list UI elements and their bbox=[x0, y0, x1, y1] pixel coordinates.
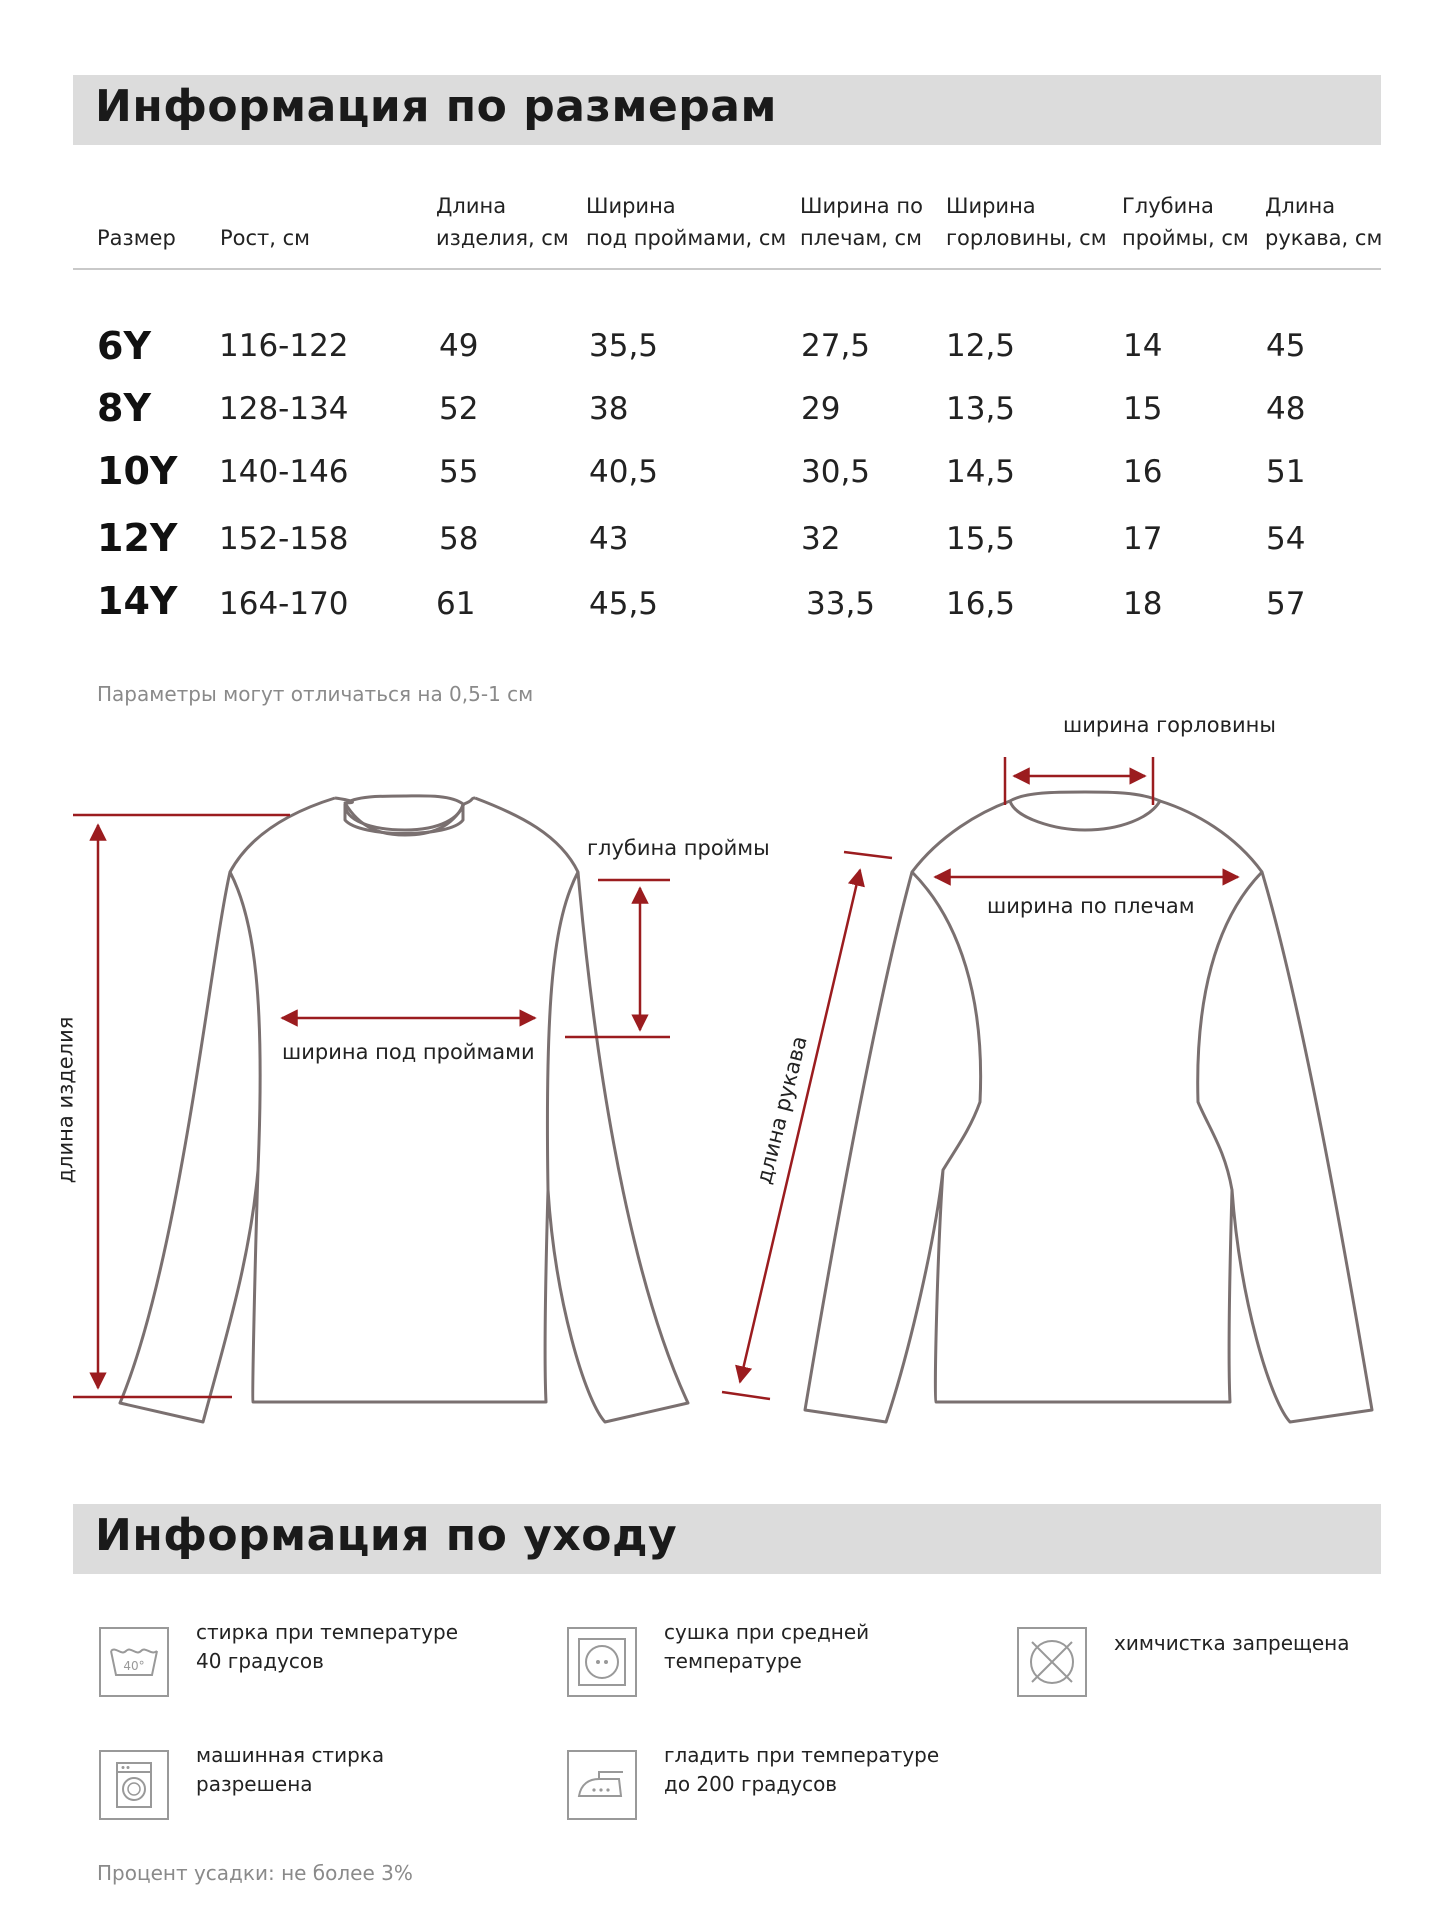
washing-machine-icon bbox=[99, 1750, 169, 1820]
chest-cell: 38 bbox=[589, 391, 629, 427]
sleeve-length-label: длина рукава bbox=[751, 1033, 812, 1187]
neck-width-label: ширина горловины bbox=[1063, 713, 1276, 737]
shoulder-width-label: ширина по плечам bbox=[987, 894, 1195, 918]
garment-diagram bbox=[0, 700, 1440, 1460]
height-cell: 128-134 bbox=[219, 391, 349, 427]
height-cell: 140-146 bbox=[219, 454, 349, 490]
wash-40-icon bbox=[99, 1627, 169, 1697]
size-cell: 10Y bbox=[97, 449, 178, 493]
header-size: Размер bbox=[97, 226, 176, 250]
sleeve-cell: 54 bbox=[1266, 521, 1306, 557]
care-text-machine: машинная стирка разрешена bbox=[196, 1743, 385, 1796]
armhole-cell: 15 bbox=[1123, 391, 1163, 427]
size-cell: 14Y bbox=[97, 579, 178, 623]
size-cell: 6Y bbox=[97, 324, 151, 368]
header-length: Длина изделия, см bbox=[436, 194, 569, 250]
shrinkage-note: Процент усадки: не более 3% bbox=[97, 1861, 413, 1885]
shoulder-cell: 30,5 bbox=[801, 454, 871, 490]
shoulder-cell: 33,5 bbox=[806, 586, 876, 622]
armhole-cell: 18 bbox=[1123, 586, 1163, 622]
armhole-depth-label: глубина проймы bbox=[587, 836, 770, 860]
chest-cell: 43 bbox=[589, 521, 629, 557]
care-info-banner bbox=[73, 1504, 1381, 1574]
length-cell: 55 bbox=[439, 454, 479, 490]
sleeve-cell: 45 bbox=[1266, 328, 1306, 364]
header-sleeve-length: Длина рукава, см bbox=[1265, 194, 1383, 250]
size-cell: 8Y bbox=[97, 386, 151, 430]
header-divider bbox=[73, 268, 1381, 270]
care-text-dry: сушка при средней температуре bbox=[664, 1620, 870, 1673]
sleeve-cell: 51 bbox=[1266, 454, 1306, 490]
care-text-dry-clean: химчистка запрещена bbox=[1114, 1631, 1350, 1655]
shoulder-cell: 29 bbox=[801, 391, 841, 427]
neck-cell: 13,5 bbox=[946, 391, 1016, 427]
wash-temp-text: 40° bbox=[123, 1659, 145, 1673]
size-cell: 12Y bbox=[97, 516, 178, 560]
care-text-wash: стирка при температуре 40 градусов bbox=[196, 1620, 459, 1673]
size-info-title: Информация по размерам bbox=[95, 81, 777, 132]
height-cell: 164-170 bbox=[219, 586, 349, 622]
header-shoulder-width: Ширина по плечам, см bbox=[800, 194, 923, 250]
height-cell: 116-122 bbox=[219, 328, 349, 364]
neck-cell: 12,5 bbox=[946, 328, 1016, 364]
sleeve-cell: 57 bbox=[1266, 586, 1306, 622]
length-cell: 49 bbox=[439, 328, 479, 364]
chest-width-label: ширина под проймами bbox=[282, 1040, 535, 1064]
sleeve-bottom-tick bbox=[722, 1392, 770, 1399]
sleeve-cell: 48 bbox=[1266, 391, 1306, 427]
neck-cell: 14,5 bbox=[946, 454, 1016, 490]
chest-cell: 45,5 bbox=[589, 586, 659, 622]
header-chest-width: Ширина под проймами, см bbox=[586, 194, 787, 250]
size-info-banner bbox=[73, 75, 1381, 145]
armhole-cell: 14 bbox=[1123, 328, 1163, 364]
back-view-outline bbox=[805, 792, 1372, 1422]
tumble-dry-medium-icon bbox=[567, 1627, 637, 1697]
length-cell: 61 bbox=[436, 586, 476, 622]
armhole-cell: 17 bbox=[1123, 521, 1163, 557]
care-text-iron: гладить при температуре до 200 градусов bbox=[664, 1743, 940, 1796]
no-dry-clean-icon bbox=[1017, 1627, 1087, 1697]
front-view-outline bbox=[120, 796, 688, 1422]
body-length-label: длина изделия bbox=[53, 1016, 78, 1184]
shoulder-cell: 32 bbox=[801, 521, 841, 557]
neck-cell: 15,5 bbox=[946, 521, 1016, 557]
header-armhole-depth: Глубина проймы, см bbox=[1122, 194, 1249, 250]
header-height: Рост, см bbox=[220, 226, 311, 250]
neck-cell: 16,5 bbox=[946, 586, 1016, 622]
iron-200-icon bbox=[567, 1750, 637, 1820]
chest-cell: 35,5 bbox=[589, 328, 659, 364]
height-cell: 152-158 bbox=[219, 521, 349, 557]
sleeve-length-arrow bbox=[740, 870, 860, 1382]
length-cell: 52 bbox=[439, 391, 479, 427]
chest-cell: 40,5 bbox=[589, 454, 659, 490]
header-neck-width: Ширина горловины, см bbox=[946, 194, 1107, 250]
sleeve-top-tick bbox=[844, 852, 892, 858]
size-note: Параметры могут отличаться на 0,5-1 см bbox=[97, 682, 534, 706]
shoulder-cell: 27,5 bbox=[801, 328, 871, 364]
length-cell: 58 bbox=[439, 521, 479, 557]
armhole-cell: 16 bbox=[1123, 454, 1163, 490]
care-info-title: Информация по уходу bbox=[95, 1510, 678, 1561]
